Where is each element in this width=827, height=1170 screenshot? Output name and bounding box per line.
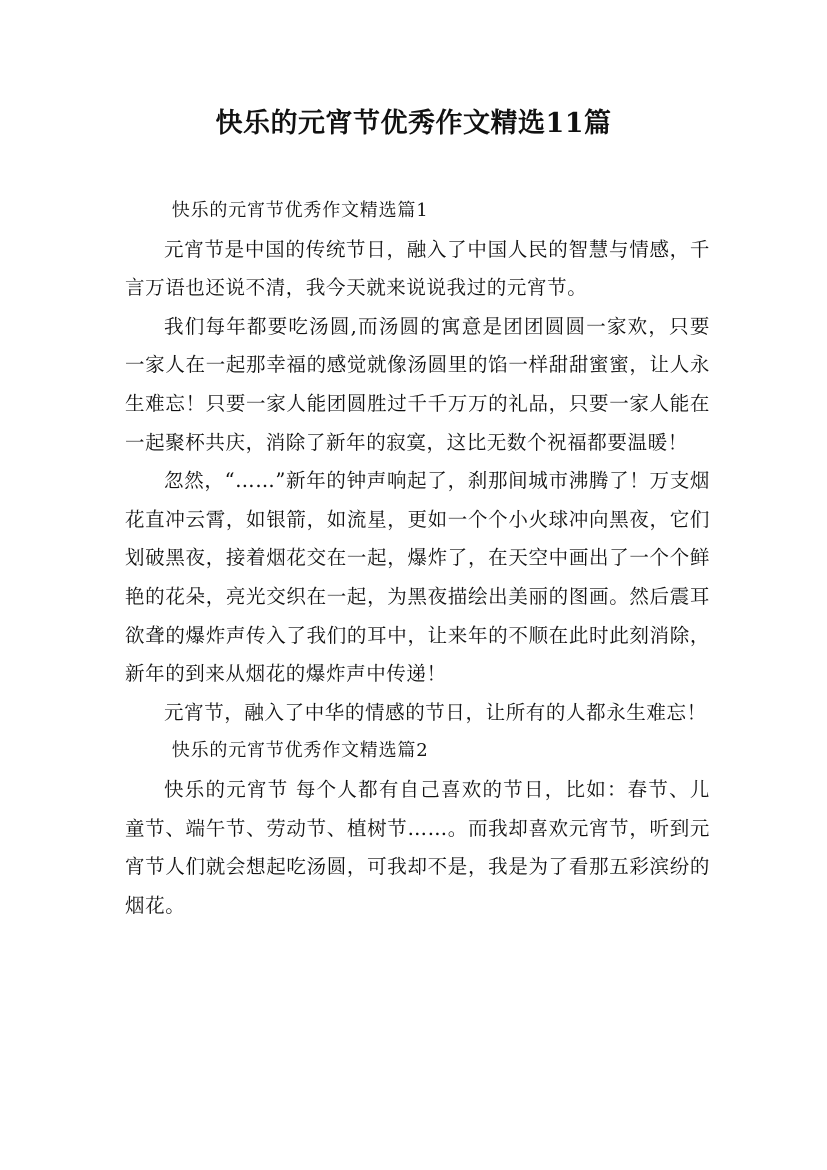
section-heading: 快乐的元宵节优秀作文精选篇2 [171,740,429,762]
paragraph: 元宵节是中国的传统节日，融入了中国人民的智慧与情感，千言万语也还说不清，我今天就来说说我过的元宵节。 [125,237,710,300]
document-body [125,192,710,925]
section-heading: 快乐的元宵节优秀作文精选篇1 [171,200,429,221]
paragraph: 快乐的元宵节 每个人都有自己喜欢的节日，比如：春节、儿童节、端午节、劳动节、植树节……。而我却喜欢元宵节，听到元宵节人们就会想起吃汤圆，可我却不是，我是为了看那五彩滨纷的烟花。 [125,777,710,917]
document-title: 快乐的元宵节优秀作文精选11篇 [215,108,612,139]
paragraph: 元宵节，融入了中华的情感的节日，让所有的人都永生难忘！ [164,700,707,724]
paragraph: 我们每年都要吃汤圆,而汤圆的寓意是团团圆圆一家欢，只要一家人在一起那幸福的感觉就像汤圆里的馅一样甜甜蜜蜜，让人永生难忘！只要一家人能团圆胜过千千万万的礼品，只要一家人能在一起聚杯共庆，消除了新年的寂寞，这比无数个祝福都要温暖！ [125,314,710,454]
paragraph: 忽然，“……”新年的钟声响起了，刹那间城市沸腾了！万支烟花直冲云霄，如银箭，如流星，更如一个个小火球冲向黑夜，它们划破黑夜，接着烟花交在一起，爆炸了，在天空中画出了一个个鲜艳的花朵，亮光交织在一起，为黑夜描绘出美丽的图画。然后震耳欲聋的爆炸声传入了我们的耳中，让来年的不顺在此时此刻消除，新年的到来从烟花的爆炸声中传递！ [125,469,710,686]
